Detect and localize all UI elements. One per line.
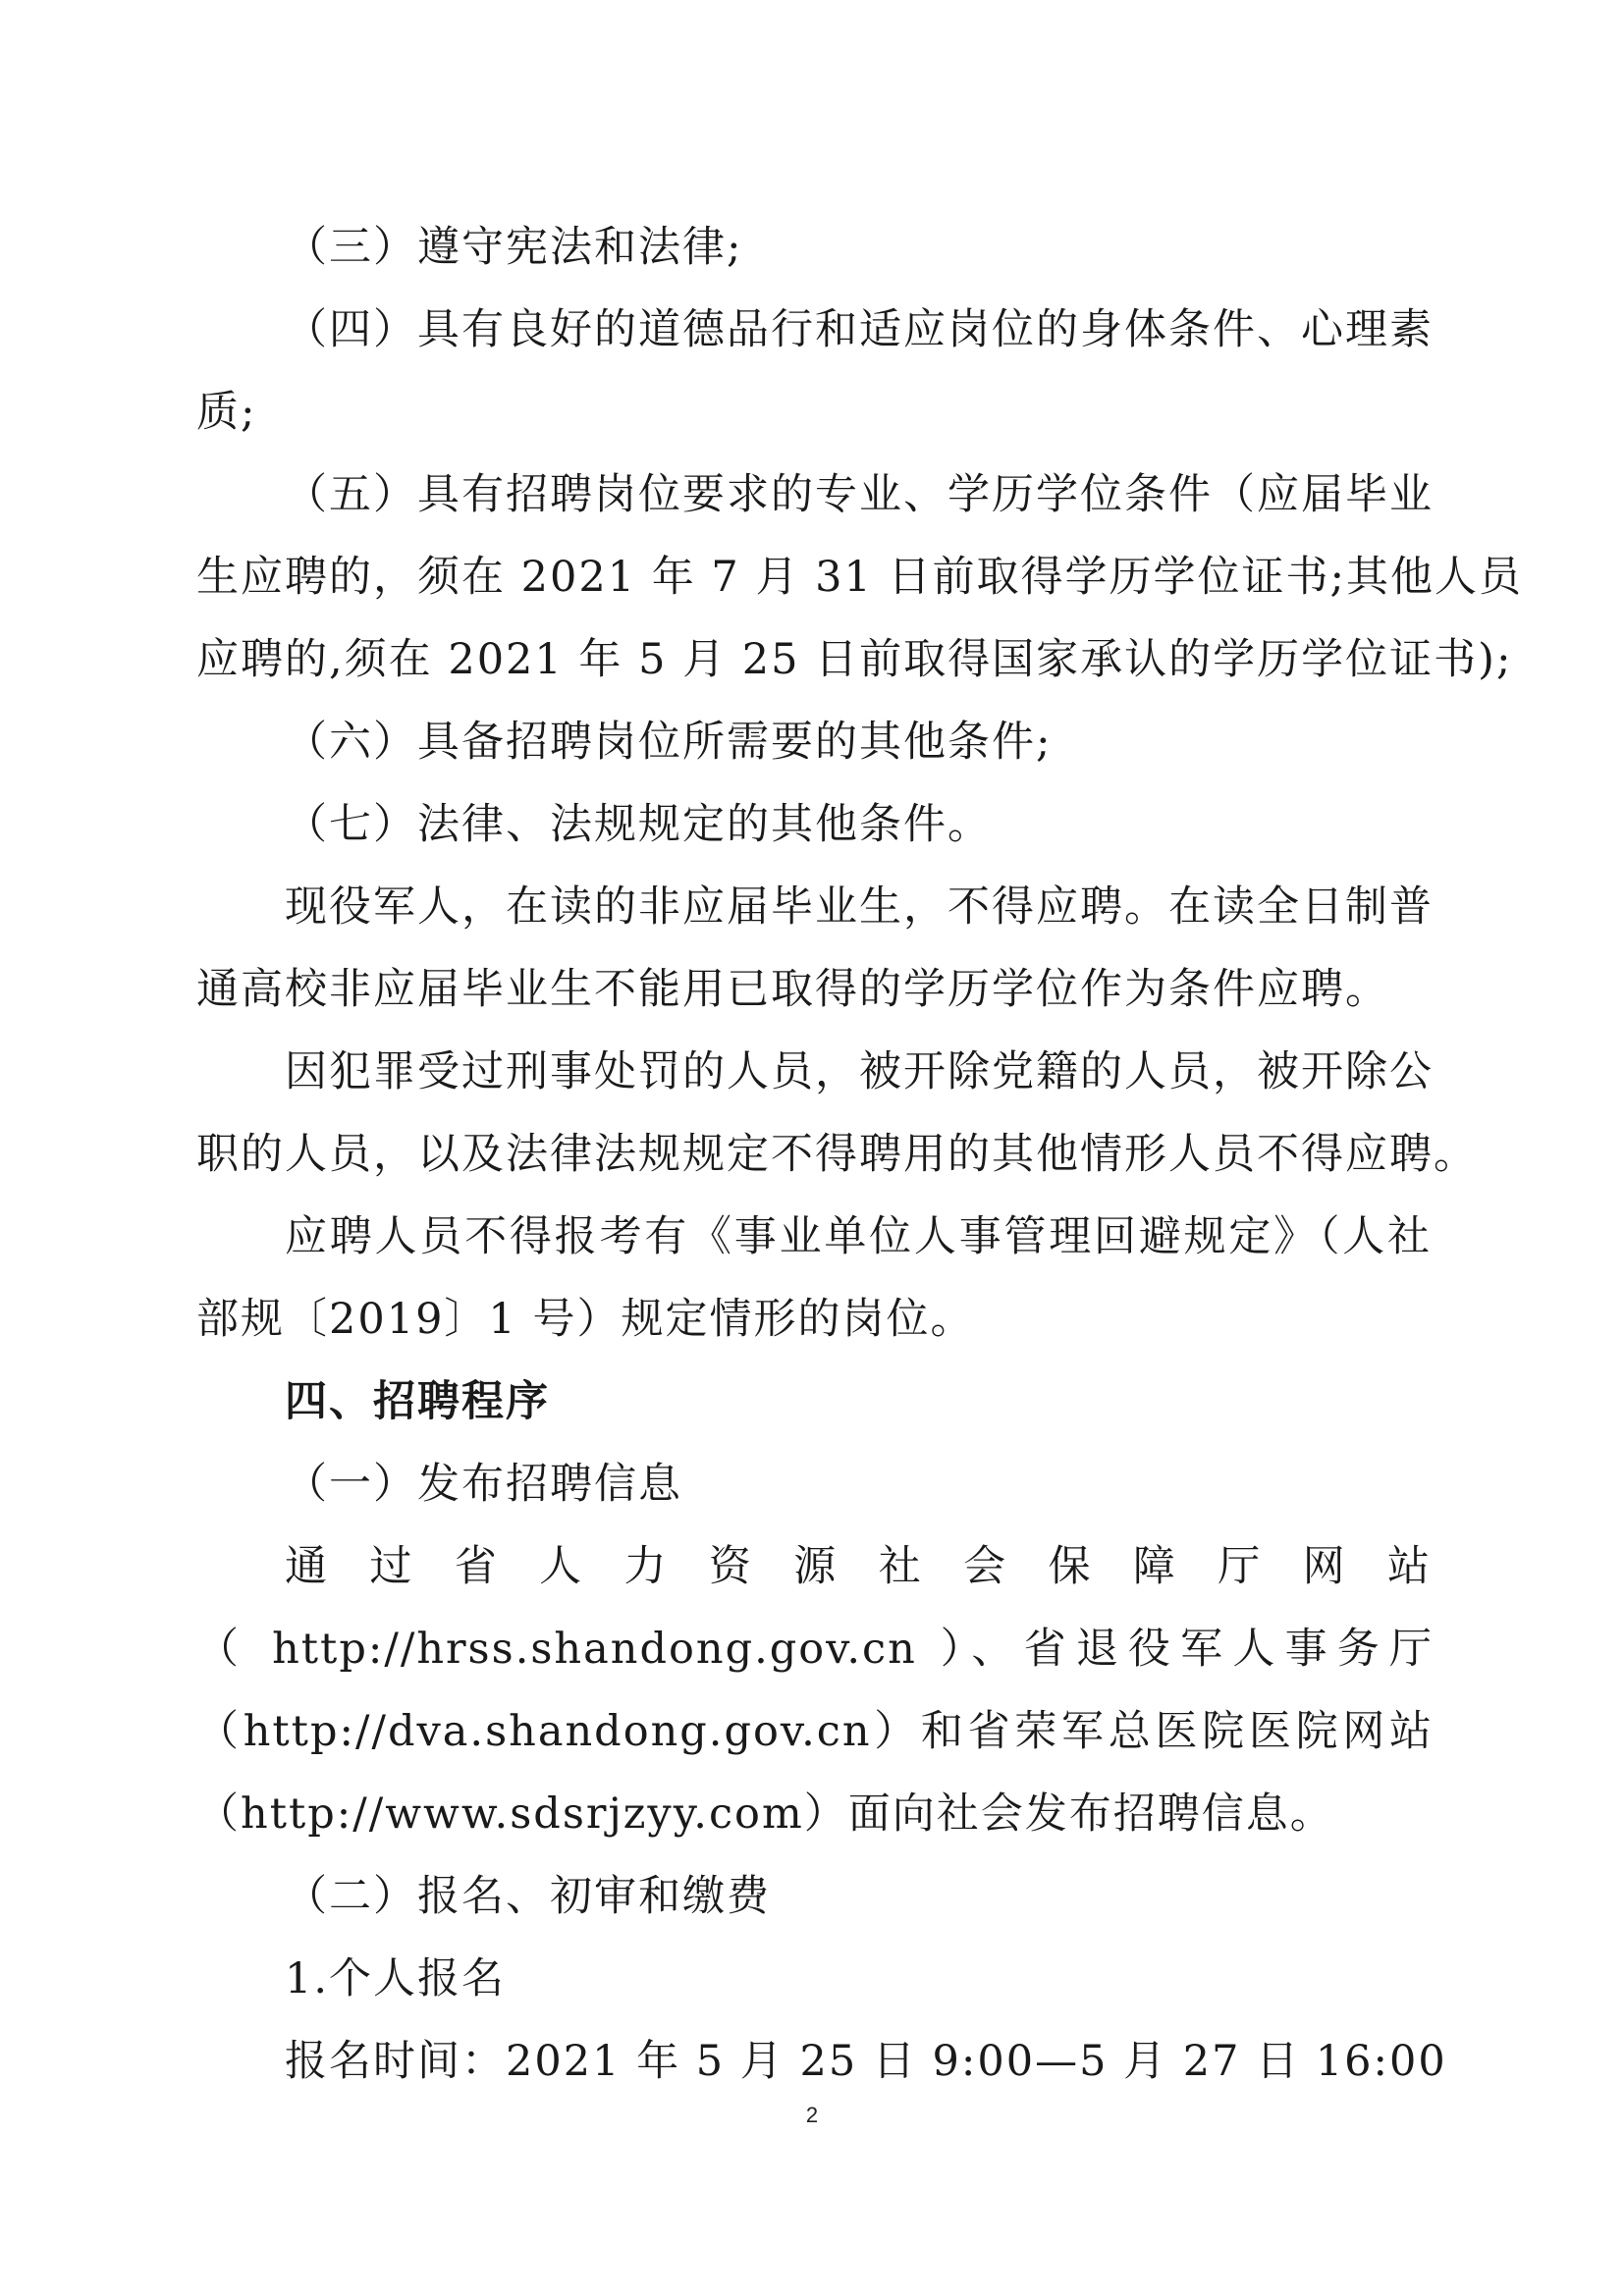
paragraph-line: 部规〔2019〕1 号）规定情形的岗位。 bbox=[196, 1295, 975, 1344]
paragraph-line: （五）具有招聘岗位要求的专业、学历学位条件（应届毕业 bbox=[285, 470, 1434, 519]
list-item-heading: 1.个人报名 bbox=[285, 1954, 507, 2003]
paragraph-line: 因犯罪受过刑事处罚的人员，被开除党籍的人员，被开除公 bbox=[285, 1047, 1434, 1096]
page-number: 2 bbox=[805, 2103, 819, 2127]
paragraph-line: 职的人员，以及法律法规规定不得聘用的其他情形人员不得应聘。 bbox=[196, 1130, 1478, 1179]
paragraph-line: 应聘的,须在 2021 年 5 月 25 日前取得国家承认的学历学位证书); bbox=[196, 635, 1513, 684]
paragraph-line: 报名时间：2021 年 5 月 25 日 9:00—5 月 27 日 16:00 bbox=[285, 2037, 1447, 2086]
paragraph-line: （http://www.sdsrjzyy.com）面向社会发布招聘信息。 bbox=[196, 1789, 1334, 1839]
paragraph-line: （三）遵守宪法和法律; bbox=[285, 223, 743, 272]
paragraph-line: 通过省人力资源社会保障厅网站 bbox=[285, 1542, 1432, 1591]
paragraph-line: （ http://hrss.shandong.gov.cn ）、省退役军人事务厅 bbox=[196, 1625, 1434, 1674]
paragraph-line: （七）法律、法规规定的其他条件。 bbox=[285, 800, 992, 849]
paragraph-line: 应聘人员不得报考有《事业单位人事管理回避规定》（人社 bbox=[285, 1212, 1432, 1261]
paragraph-line: （六）具备招聘岗位所需要的其他条件; bbox=[285, 718, 1053, 767]
section-heading: 四、招聘程序 bbox=[285, 1377, 550, 1426]
paragraph-line: （四）具有良好的道德品行和适应岗位的身体条件、心理素 bbox=[285, 305, 1434, 354]
paragraph-line: 生应聘的，须在 2021 年 7 月 31 日前取得学历学位证书;其他人员 bbox=[196, 553, 1524, 602]
subsection-heading: （二）报名、初审和缴费 bbox=[285, 1872, 771, 1921]
paragraph-line: 通高校非应届毕业生不能用已取得的学历学位作为条件应聘。 bbox=[196, 965, 1389, 1014]
paragraph-line: 现役军人，在读的非应届毕业生，不得应聘。在读全日制普 bbox=[285, 882, 1434, 932]
subsection-heading: （一）发布招聘信息 bbox=[285, 1460, 682, 1509]
paragraph-line: 质; bbox=[196, 388, 257, 437]
paragraph-line: （http://dva.shandong.gov.cn）和省荣军总医院医院网站 bbox=[196, 1707, 1434, 1756]
